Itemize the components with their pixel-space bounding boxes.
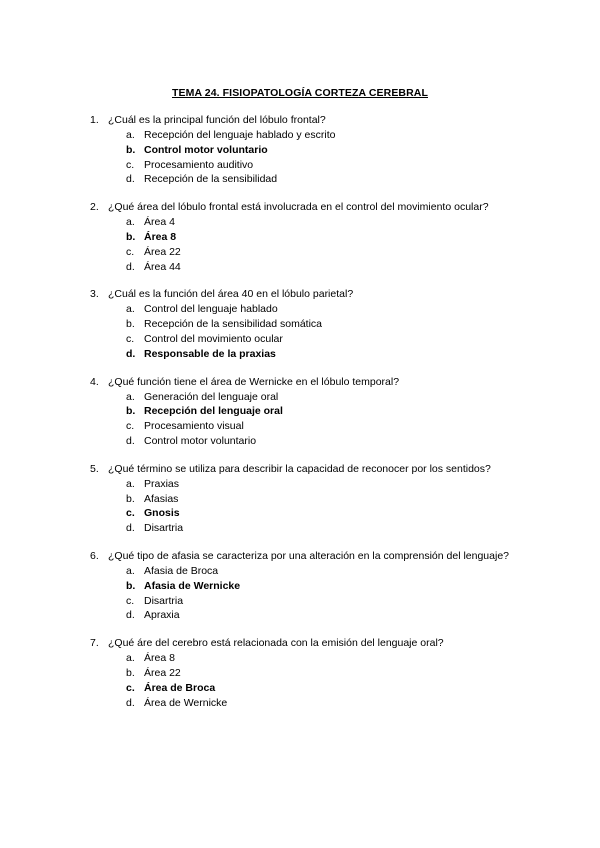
question-text: ¿Qué áre del cerebro está relacionada con la emisión del lenguaje oral? <box>108 637 444 650</box>
option-text: Área 8 <box>144 652 175 665</box>
option-text: Afasia de Wernicke <box>144 579 241 592</box>
option-letter: a. <box>126 652 135 665</box>
option-letter: a. <box>126 303 135 316</box>
option-letter: b. <box>126 666 135 679</box>
option-text: Área 22 <box>144 666 181 679</box>
answer-option <box>90 419 530 434</box>
answer-options <box>90 477 530 536</box>
question-number: 2. <box>90 201 99 214</box>
option-text: Área de Broca <box>144 681 216 694</box>
option-text: Responsable de la praxias <box>144 347 276 360</box>
option-text: Área de Wernicke <box>144 696 228 709</box>
option-letter: c. <box>126 594 135 607</box>
answer-option <box>90 477 530 492</box>
answer-option <box>90 215 530 230</box>
option-text: Recepción del lenguaje hablado y escrito <box>144 129 336 141</box>
option-text: Recepción de la sensibilidad <box>144 173 278 186</box>
option-text: Procesamiento auditivo <box>144 158 254 171</box>
option-text: Control del lenguaje hablado <box>144 303 278 316</box>
answer-option <box>90 564 530 579</box>
answer-options <box>90 651 530 710</box>
option-letter: a. <box>126 129 135 141</box>
option-letter: a. <box>126 216 135 229</box>
question-number: 3. <box>90 288 99 301</box>
question-number: 4. <box>90 375 99 388</box>
option-letter: d. <box>126 609 135 622</box>
question-list <box>90 113 530 723</box>
option-text: Área 44 <box>144 260 181 273</box>
question-text: ¿Qué tipo de afasia se caracteriza por una alteración en la comprensión del lenguaje? <box>108 549 509 562</box>
option-text: Recepción del lenguaje oral <box>144 405 283 418</box>
question-item <box>90 549 530 623</box>
answer-option-correct <box>90 404 530 419</box>
answer-option <box>90 158 530 173</box>
answer-option <box>90 128 530 143</box>
answer-option <box>90 651 530 666</box>
answer-option <box>90 390 530 405</box>
question-item <box>90 636 530 710</box>
answer-option-correct <box>90 143 530 158</box>
answer-option-correct <box>90 579 530 594</box>
question-text: ¿Cuál es la función del área 40 en el lóbulo parietal? <box>108 288 354 301</box>
option-letter: c. <box>126 158 135 171</box>
option-letter: b. <box>126 230 136 243</box>
question-row <box>90 636 530 651</box>
answer-option <box>90 608 530 623</box>
question-text: ¿Qué área del lóbulo frontal está involucrada en el control del movimiento ocular? <box>108 201 489 214</box>
question-item <box>90 113 530 187</box>
question-number: 5. <box>90 462 99 475</box>
answer-options <box>90 128 530 187</box>
option-letter: b. <box>126 143 136 156</box>
option-text: Afasias <box>144 492 179 505</box>
question-item <box>90 200 530 274</box>
option-letter: d. <box>126 696 135 709</box>
option-text: Recepción de la sensibilidad somática <box>144 318 323 331</box>
question-item <box>90 287 530 361</box>
answer-option-correct <box>90 230 530 245</box>
answer-option-correct <box>90 681 530 696</box>
answer-option <box>90 332 530 347</box>
answer-option <box>90 492 530 507</box>
page-title: TEMA 24. FISIOPATOLOGÍA CORTEZA CEREBRAL <box>171 87 428 99</box>
option-text: Apraxia <box>144 609 180 622</box>
option-letter: a. <box>126 390 135 403</box>
option-letter: b. <box>126 579 136 592</box>
question-text: ¿Cuál es la principal función del lóbulo frontal? <box>108 114 326 126</box>
answer-option <box>90 696 530 711</box>
question-row <box>90 549 530 564</box>
option-letter: c. <box>126 420 135 433</box>
answer-option <box>90 317 530 332</box>
question-number: 6. <box>90 549 99 562</box>
answer-option <box>90 434 530 449</box>
option-letter: a. <box>126 564 135 577</box>
option-letter: c. <box>126 245 135 258</box>
option-letter: d. <box>126 434 135 447</box>
answer-option <box>90 172 530 187</box>
option-text: Afasia de Broca <box>144 564 219 577</box>
answer-options <box>90 564 530 623</box>
option-letter: b. <box>126 318 135 331</box>
option-text: Control motor voluntario <box>144 434 257 447</box>
answer-option <box>90 260 530 275</box>
question-item <box>90 375 530 449</box>
option-letter: a. <box>126 477 135 490</box>
option-letter: d. <box>126 173 135 186</box>
option-text: Control motor voluntario <box>144 143 268 156</box>
question-number: 7. <box>90 637 99 650</box>
option-letter: b. <box>126 492 135 505</box>
option-text: Área 8 <box>144 230 177 243</box>
option-letter: d. <box>126 522 135 535</box>
question-text: ¿Qué término se utiliza para describir la capacidad de reconocer por los sentidos? <box>108 462 491 475</box>
question-row <box>90 200 530 215</box>
option-letter: b. <box>126 405 136 418</box>
answer-options <box>90 215 530 274</box>
option-letter: c. <box>126 507 135 520</box>
question-row <box>90 287 530 302</box>
option-text: Gnosis <box>144 507 180 520</box>
option-letter: c. <box>126 332 135 345</box>
answer-options <box>90 302 530 361</box>
option-letter: c. <box>126 681 135 694</box>
option-text: Generación del lenguaje oral <box>144 390 279 403</box>
option-text: Procesamiento visual <box>144 420 244 433</box>
option-text: Disartria <box>144 522 184 535</box>
option-letter: d. <box>126 260 135 273</box>
option-text: Control del movimiento ocular <box>144 332 283 345</box>
answer-option <box>90 521 530 536</box>
question-item <box>90 462 530 536</box>
option-letter: d. <box>126 347 136 360</box>
answer-option <box>90 245 530 260</box>
answer-option <box>90 302 530 317</box>
option-text: Disartria <box>144 594 184 607</box>
question-row <box>90 375 530 390</box>
option-text: Área 22 <box>144 245 181 258</box>
option-text: Praxias <box>144 477 180 490</box>
option-text: Área 4 <box>144 216 175 229</box>
answer-option-correct <box>90 347 530 362</box>
answer-option <box>90 594 530 609</box>
answer-option-correct <box>90 506 530 521</box>
answer-options <box>90 390 530 449</box>
answer-option <box>90 666 530 681</box>
question-text: ¿Qué función tiene el área de Wernicke en el lóbulo temporal? <box>108 375 400 388</box>
question-number: 1. <box>90 114 99 126</box>
question-row <box>90 113 530 128</box>
question-row <box>90 462 530 477</box>
